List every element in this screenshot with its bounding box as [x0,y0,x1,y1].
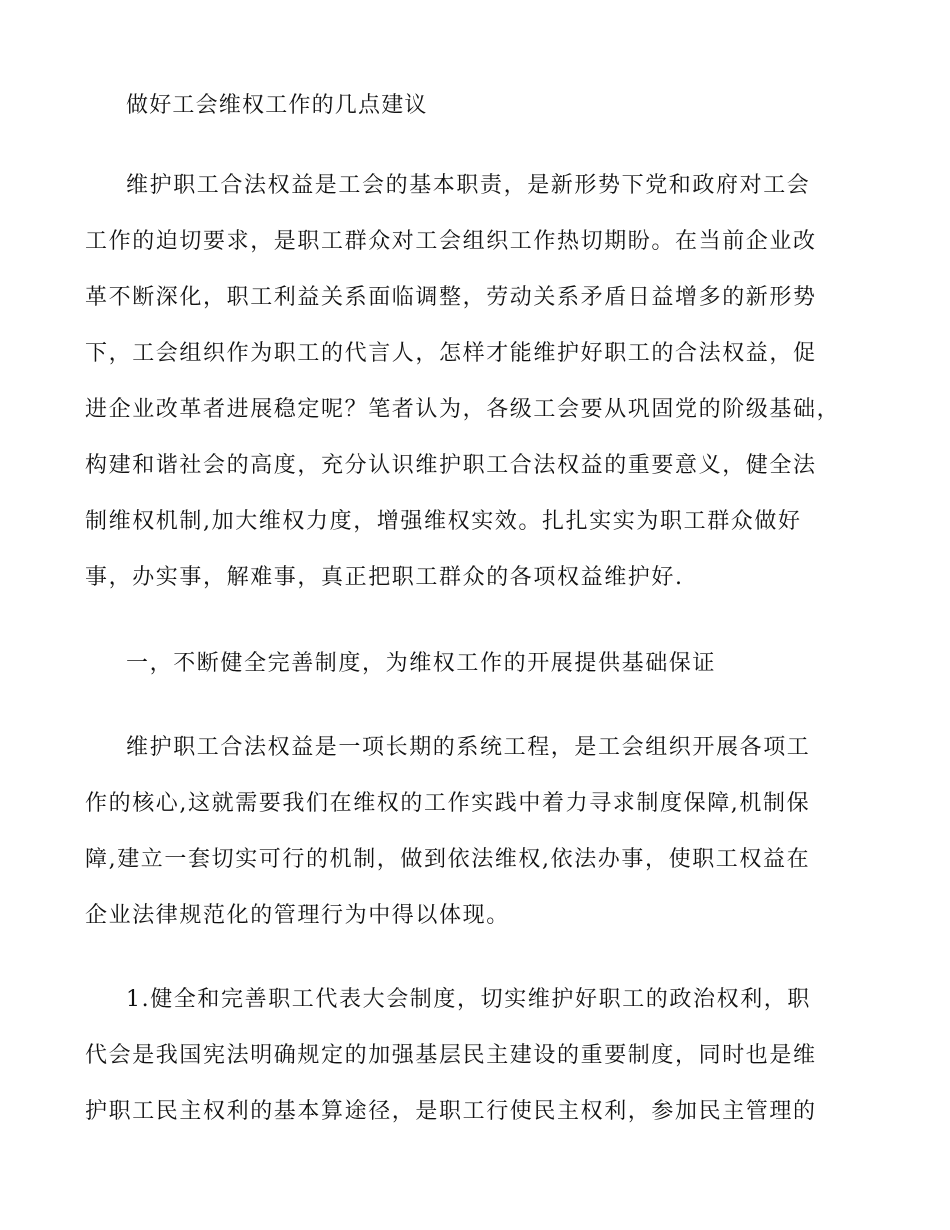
paragraph-4-line-1: 1.健全和完善职工代表大会制度，切实维护好职工的政治权利，职 [126,987,811,1012]
paragraph-1-line-4: 下，工会组织作为职工的代言人，怎样才能维护好职工的合法权益，促 [85,341,817,366]
paragraph-3-line-3: 障,建立一套切实可行的机制，做到依法维权,依法办事，使职工权益在 [85,847,811,872]
section-heading-1: 一，不断健全完善制度，为维权工作的开展提供基础保证 [126,651,717,676]
paragraph-1-line-8: 事，办实事，解难事，真正把职工群众的各项权益维护好. [85,565,684,590]
paragraph-3-line-2: 作的核心,这就需要我们在维权的工作实践中着力寻求制度保障,机制保 [85,791,811,816]
paragraph-3-line-1: 维护职工合法权益是一项长期的系统工程，是工会组织开展各项工 [126,735,811,760]
paragraph-4-line-2: 代会是我国宪法明确规定的加强基层民主建设的重要制度，同时也是维 [85,1043,817,1068]
paragraph-1-line-2: 工作的迫切要求，是职工群众对工会组织工作热切期盼。在当前企业改 [85,229,817,254]
paragraph-3-line-4: 企业法律规范化的管理行为中得以体现。 [85,903,510,928]
paragraph-1-line-6: 构建和谐社会的高度，充分认识维护职工合法权益的重要意义，健全法 [85,453,817,478]
paragraph-1-line-1: 维护职工合法权益是工会的基本职责，是新形势下党和政府对工会 [126,173,811,198]
document-title: 做好工会维权工作的几点建议 [126,93,428,118]
paragraph-1-line-3: 革不断深化，职工利益关系面临调整，劳动关系矛盾日益增多的新形势 [85,285,817,310]
paragraph-4-line-3: 护职工民主权利的基本算途径，是职工行使民主权利，参加民主管理的 [85,1099,817,1124]
paragraph-1-line-7: 制维权机制,加大维权力度，增强维权实效。扎扎实实为职工群众做好 [85,509,802,534]
paragraph-1-line-5: 进企业改革者进展稳定呢？笔者认为，各级工会要从巩固党的阶级基础， [85,397,841,422]
